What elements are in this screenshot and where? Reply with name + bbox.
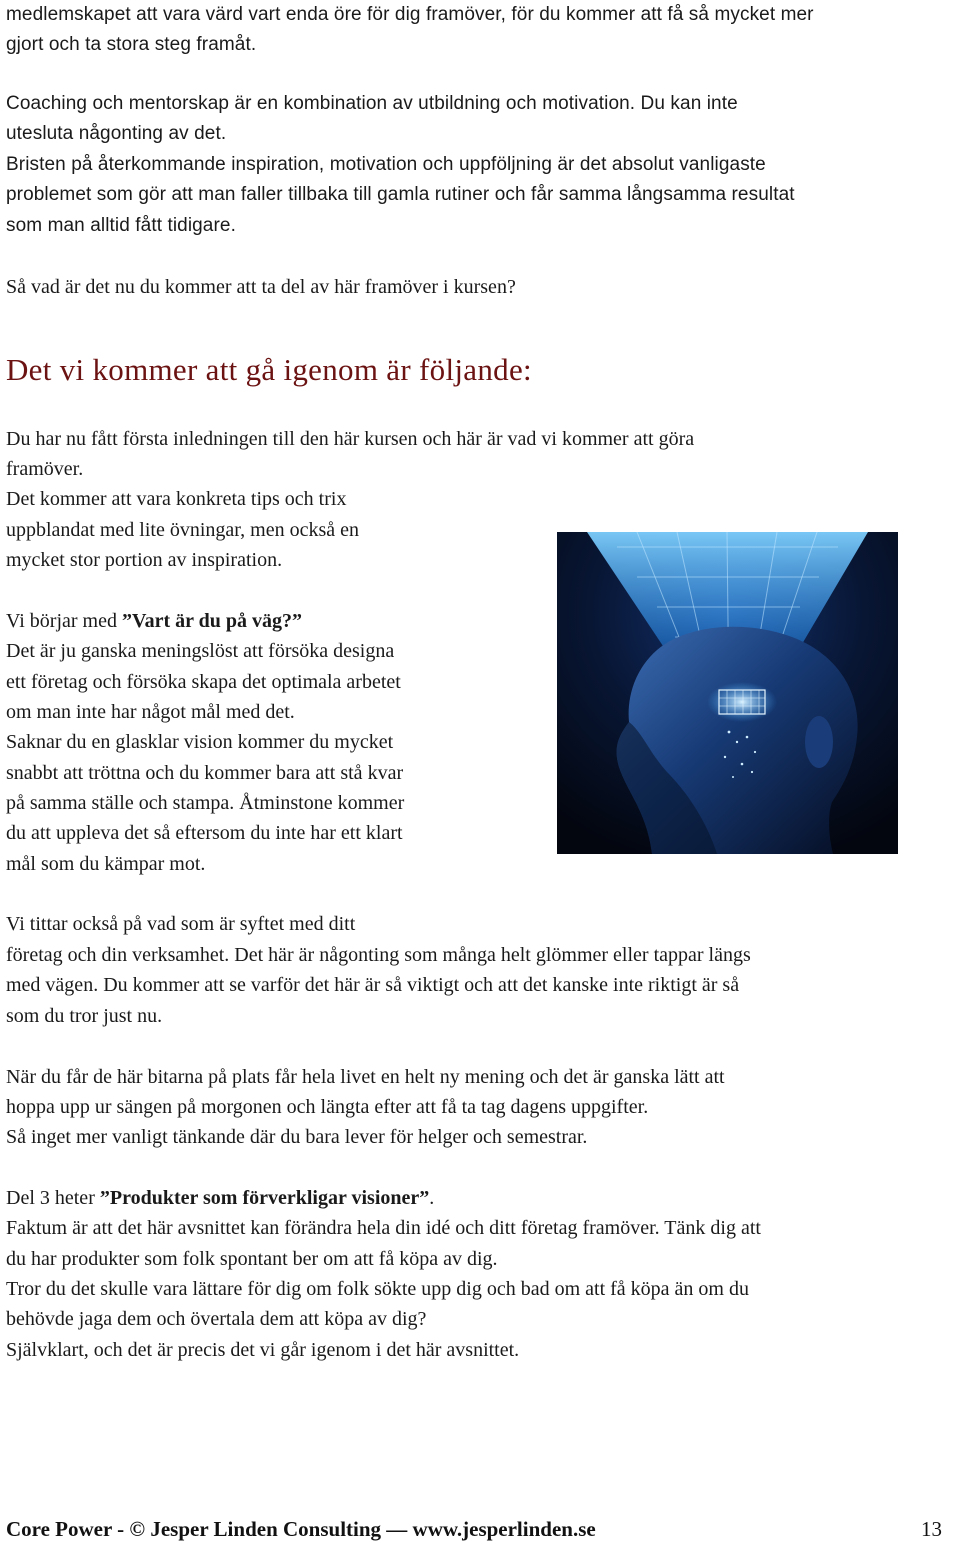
inline-text: . <box>429 1187 435 1209</box>
body-text-line: om man inte har något mål med det. <box>6 701 295 723</box>
bold-title: ”Produkter som förverkligar visioner” <box>99 1187 430 1209</box>
body-text-line: uppblandat med lite övningar, men också en <box>6 519 359 541</box>
body-text-line: mål som du kämpar mot. <box>6 853 206 875</box>
body-text-line: Saknar du en glasklar vision kommer du mycket <box>6 731 394 753</box>
inline-text: Del 3 heter <box>6 1187 100 1209</box>
body-text-line: medlemskapet att vara värd vart enda öre för dig framöver, för du kommer att få så mycket mer <box>6 4 814 25</box>
inline-text: Vi börjar med <box>6 610 122 632</box>
body-text-line: på samma ställe och stampa. Åtminstone kommer <box>6 792 405 814</box>
body-text-line: Vi tittar också på vad som är syftet med ditt <box>6 913 356 935</box>
body-text-line: När du får de här bitarna på plats får hela livet en helt ny mening och det är ganska lätt att <box>6 1066 725 1088</box>
head-data-beam-image <box>557 532 898 854</box>
body-text-line: du har produkter som folk spontant ber om att få köpa av dig. <box>6 1248 498 1270</box>
body-text-line: mycket stor portion av inspiration. <box>6 549 283 571</box>
footer-credit: Core Power - © Jesper Linden Consulting — www.jesperlinden.se <box>6 1517 596 1541</box>
body-text-line: utesluta någonting av det. <box>6 123 227 144</box>
bold-title: ”Vart är du på väg?” <box>122 610 303 632</box>
body-text-line: Det är ju ganska meningslöst att försöka designa <box>6 640 395 662</box>
body-text-line: snabbt att tröttna och du kommer bara att stå kvar <box>6 762 404 784</box>
body-text-line: Coaching och mentorskap är en kombination av utbildning och motivation. Du kan inte <box>6 93 738 114</box>
body-text-line: som du tror just nu. <box>6 1005 163 1027</box>
body-text-line: behövde jaga dem och övertala dem att köpa av dig? <box>6 1308 427 1330</box>
body-text-line: ett företag och försöka skapa det optimala arbetet <box>6 671 401 693</box>
body-text-line <box>6 1183 434 1213</box>
body-text-line: problemet som gör att man faller tillbaka till gamla rutiner och får samma långsamma resultat <box>6 184 795 205</box>
body-text-line: Det kommer att vara konkreta tips och trix <box>6 488 347 510</box>
body-text-line: med vägen. Du kommer att se varför det här är så viktigt och att det kanske inte riktigt är så <box>6 974 740 996</box>
body-text-line: Faktum är att det här avsnittet kan förändra hela din idé och ditt företag framöver. Tänk dig att <box>6 1217 761 1239</box>
body-text-line: hoppa upp ur sängen på morgonen och längta efter att få ta tag dagens uppgifter. <box>6 1096 649 1118</box>
body-text-line: som man alltid fått tidigare. <box>6 215 236 236</box>
body-text-line: gjort och ta stora steg framåt. <box>6 34 257 55</box>
body-text-line: Självklart, och det är precis det vi går igenom i det här avsnittet. <box>6 1339 520 1361</box>
body-text-line: företag och din verksamhet. Det här är någonting som många helt glömmer eller tappar längs <box>6 944 751 966</box>
section-heading: Det vi kommer att gå igenom är följande: <box>6 352 532 387</box>
page-number: 13 <box>921 1517 942 1541</box>
body-text-line: Så inget mer vanligt tänkande där du bara lever för helger och semestrar. <box>6 1126 588 1148</box>
body-text-line: Tror du det skulle vara lättare för dig om folk sökte upp dig och bad om att få köpa än om du <box>6 1278 749 1300</box>
body-text-line: Du har nu fått första inledningen till den här kursen och här är vad vi kommer att göra <box>6 428 695 450</box>
question-line: Så vad är det nu du kommer att ta del av här framöver i kursen? <box>6 276 516 298</box>
body-text-line: du att uppleva det så eftersom du inte har ett klart <box>6 822 403 844</box>
body-text-line <box>6 606 302 636</box>
body-text-line: framöver. <box>6 458 84 480</box>
page-footer <box>6 1517 942 1547</box>
body-text-line: Bristen på återkommande inspiration, motivation och uppföljning är det absolut vanligaste <box>6 154 766 175</box>
